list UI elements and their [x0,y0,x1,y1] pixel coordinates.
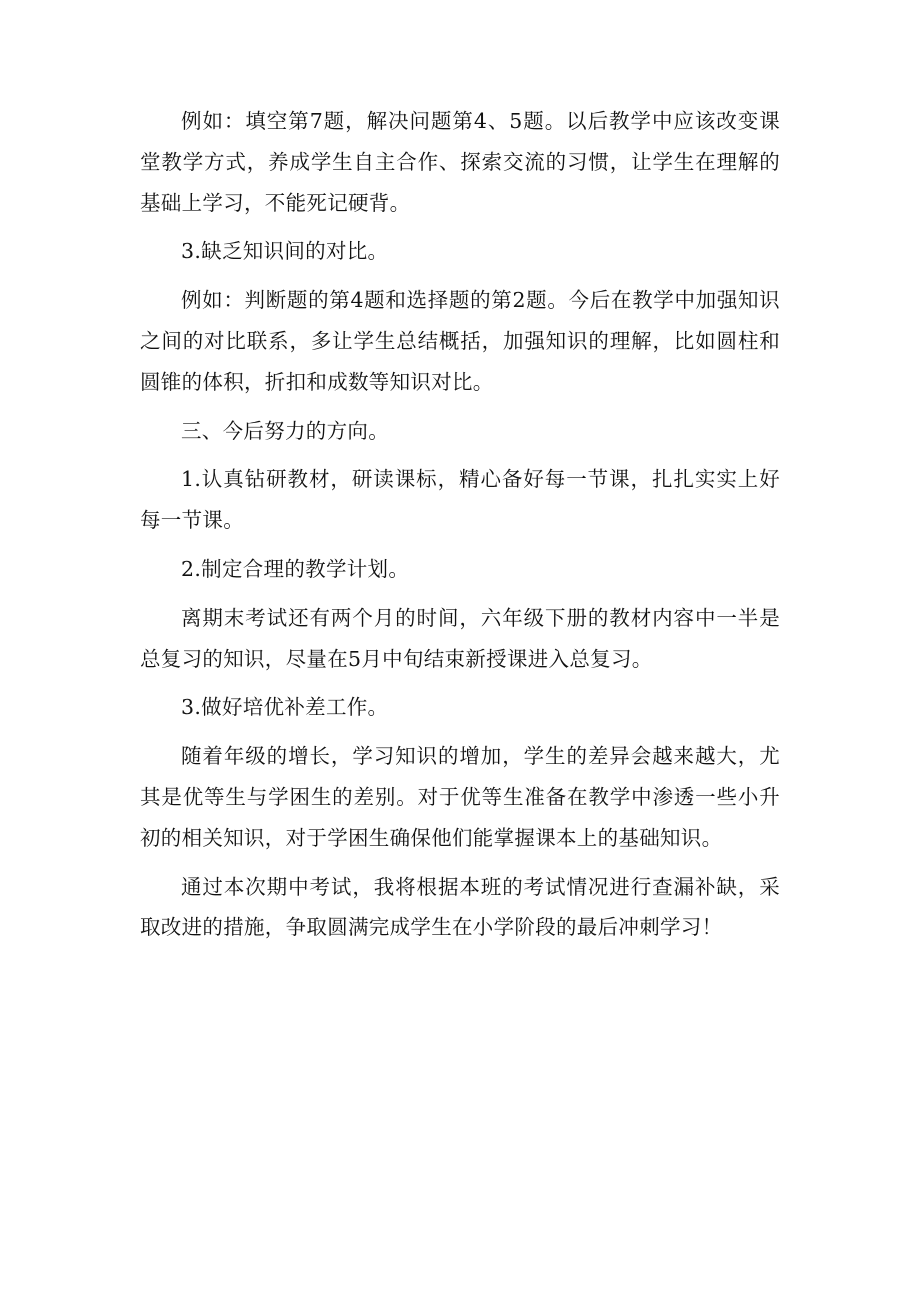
paragraph-item-study-textbook: 1.认真钻研教材，研读课标，精心备好每一节课，扎扎实实上好每一节课。 [140,467,780,533]
paragraph-tutoring-detail: 随着年级的增长，学习知识的增加，学生的差异会越来越大，尤其是优等生与学困生的差别。对于优等生准备在教学中渗透一些小升初的相关知识，对于学困生确保他们能掌握课本上的基础知识。 [140,744,780,850]
paragraph-example-judgment: 例如：判断题的第4题和选择题的第2题。今后在教学中加强知识之间的对比联系，多让学生总结概括，加强知识的理解，比如圆柱和圆锥的体积，折扣和成数等知识对比。 [140,288,780,394]
paragraph-example-fill-blank: 例如：填空第7题，解决问题第4、5题。以后教学中应该改变课堂教学方式，养成学生自主合作、探索交流的习惯，让学生在理解的基础上学习，不能死记硬背。 [140,109,780,215]
paragraph-heading-lack-comparison: 3.缺乏知识间的对比。 [181,239,389,264]
paragraph-plan-detail: 离期末考试还有两个月的时间，六年级下册的教材内容中一半是总复习的知识，尽量在5月中旬结束新授课进入总复习。 [140,605,780,671]
section-heading-future-direction: 三、今后努力的方向。 [181,418,389,443]
paragraph-heading-tutoring: 3.做好培优补差工作。 [181,695,389,720]
paragraph-conclusion: 通过本次期中考试，我将根据本班的考试情况进行查漏补缺，采取改进的措施，争取圆满完成学生在小学阶段的最后冲刺学习！ [140,874,780,940]
paragraph-heading-teaching-plan: 2.制定合理的教学计划。 [181,556,410,581]
document-body [140,101,780,956]
